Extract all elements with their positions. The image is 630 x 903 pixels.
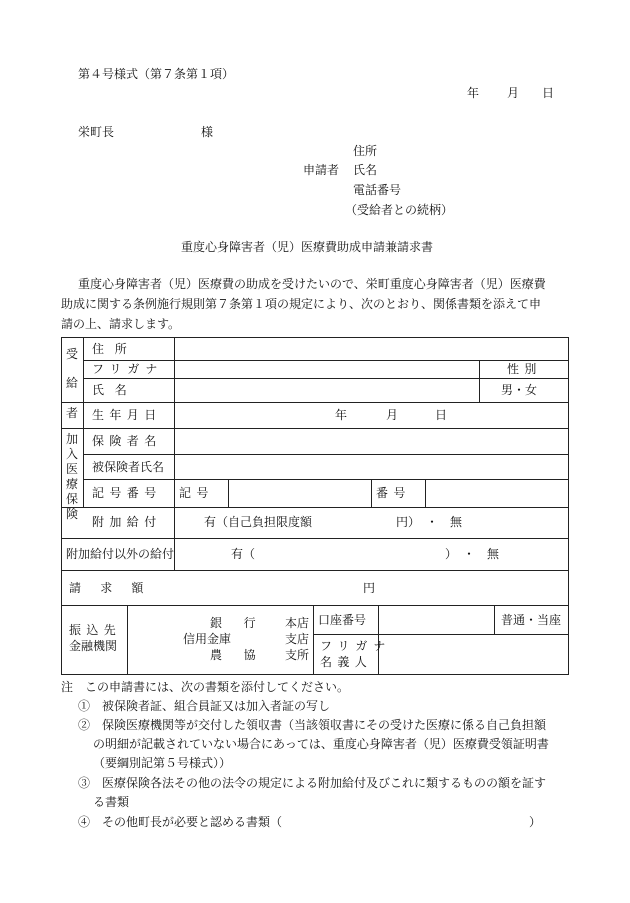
note-item-2-line-1: ② 保険医療機関等が交付した領収書（当該領収書にその受けた医療に係る自己負担額 [78, 718, 547, 732]
note-item-3-line-2: る書類 [93, 795, 130, 809]
furigana-label: フリガナ [92, 362, 164, 376]
bank-type-shinkin: 信用金庫 [183, 632, 232, 646]
claim-yen-label: 円 [363, 581, 376, 595]
insured-name-label: 被保険者氏名 [92, 460, 165, 474]
insurer-name-label: 保険者名 [92, 434, 162, 448]
branch-type-branch: 支店 [285, 632, 310, 646]
date-year-label: 年 [467, 86, 480, 100]
note-item-4: ④ その他町長が必要と認める書類（ [78, 815, 283, 829]
note-item-4-close: ） [529, 815, 542, 829]
address-label: 住所 [92, 342, 138, 356]
other-benefit-label: 附加給付以外の給付 [66, 547, 175, 561]
bank-type-bank: 銀行 [210, 616, 278, 630]
intro-line-3: 請の上、請求します。 [61, 317, 181, 331]
applicant-label: 申請者 [303, 163, 340, 177]
note-item-3-line-1: ③ 医療保険各法その他の法令の規定による附加給付及びこれに類するものの額を証す [78, 776, 547, 790]
applicant-address-label: 住所 [353, 144, 378, 158]
holder-name-label: 名義人 [320, 655, 373, 669]
additional-benefit-label: 附加給付 [92, 515, 162, 529]
document-title: 重度心身障害者（児）医療費助成申請兼請求書 [181, 240, 434, 254]
recipient-section-label: 受 給 者 [65, 347, 78, 420]
bank-label-1: 振込先 [69, 623, 122, 637]
insurance-section-label: 加 入 医 療 保 険 [65, 432, 78, 521]
note-item-2-line-2: の明細が記載されていない場合にあっては、重度心身障害者（児）医療費受領証明書 [93, 737, 549, 751]
notes-heading: 注 この申請書には、次の書類を添付してください。 [61, 680, 350, 694]
bank-type-nokyo: 農協 [210, 648, 278, 662]
branch-type-main: 本店 [285, 616, 310, 630]
other-benefit-open[interactable]: 有（ [231, 547, 256, 561]
additional-benefit-value[interactable]: 有（自己負担限度額 円） ・ 無 [204, 515, 463, 529]
holder-furigana-label: フリガナ [320, 639, 392, 653]
application-form-table [61, 337, 569, 674]
intro-line-2: 助成に関する条例施行規則第７条第１項の規定により、次のとおり、関係書類を添えて申 [61, 297, 542, 311]
note-item-2-line-3: （要綱別記第５号様式）） [93, 756, 232, 770]
symbol-label: 記号 [179, 486, 214, 500]
applicant-name-label: 氏名 [353, 163, 378, 177]
applicant-phone-label: 電話番号 [353, 183, 402, 197]
birth-day-label: 日 [435, 408, 448, 422]
addressee-name: 栄町長 [78, 125, 115, 139]
bank-label-2: 金融機関 [69, 639, 118, 653]
account-number-label: 口座番号 [318, 613, 367, 627]
birth-month-label: 月 [386, 408, 399, 422]
addressee-honorific: 様 [201, 125, 214, 139]
recipient-name-label: 氏名 [92, 383, 138, 397]
birth-year-label: 年 [335, 408, 348, 422]
account-type-options[interactable]: 普通・当座 [501, 613, 562, 627]
symbol-number-label: 記号番号 [92, 486, 162, 500]
note-item-1: ① 被保険者証、組合員証又は加入者証の写し [78, 699, 331, 713]
claim-amount-label: 請求額 [69, 581, 163, 595]
sex-options[interactable]: 男・女 [501, 383, 538, 397]
branch-type-office: 支所 [285, 648, 310, 662]
date-day-label: 日 [542, 86, 555, 100]
number-label: 番号 [376, 486, 411, 500]
date-month-label: 月 [507, 86, 520, 100]
intro-line-1: 重度心身障害者（児）医療費の助成を受けたいので、栄町重度心身障害者（児）医療費 [78, 277, 546, 291]
birthdate-label: 生年月日 [92, 408, 162, 422]
other-benefit-close[interactable]: ） ・ 無 [445, 547, 500, 561]
applicant-relation-label: （受給者との続柄） [345, 203, 454, 217]
sex-label: 性別 [507, 362, 542, 376]
form-number: 第４号様式（第７条第１項） [78, 67, 235, 81]
